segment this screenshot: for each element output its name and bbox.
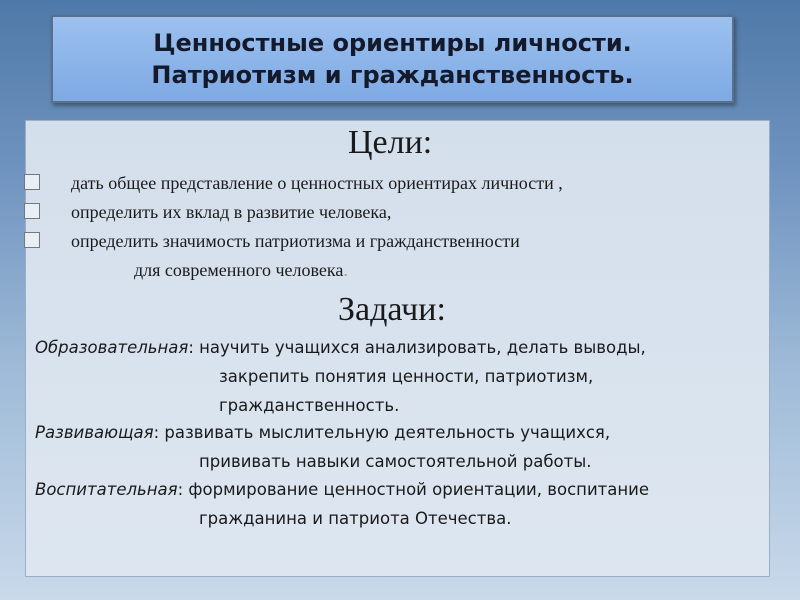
task-upbringing <box>35 480 649 499</box>
goal-item <box>71 202 391 223</box>
task-label: Воспитательная <box>35 480 178 499</box>
task-developing <box>35 423 610 442</box>
tasks-heading: Задачи: <box>338 291 446 328</box>
content-box <box>25 120 770 577</box>
task-text: прививать навыки самостоятельной работы. <box>199 452 592 471</box>
task-text: : формирование ценностной ориентации, воспитание <box>177 480 650 499</box>
task-text: : развивать мыслительную деятельность учащихся, <box>153 423 611 442</box>
bullet-icon <box>24 232 40 248</box>
goal-continuation <box>134 260 348 281</box>
task-educational <box>35 338 646 357</box>
task-text: : научить учащихся анализировать, делать выводы, <box>188 338 646 357</box>
title-box <box>51 15 734 103</box>
goal-item <box>71 231 520 252</box>
bullet-icon <box>24 174 40 190</box>
task-text: закрепить понятия ценности, патриотизм, <box>219 367 594 386</box>
title-line-2: Патриотизм и гражданственность. <box>151 61 634 89</box>
goal-text: определить их вклад в развитие человека, <box>71 202 392 222</box>
goals-heading: Цели: <box>348 124 433 161</box>
task-label: Развивающая <box>35 423 154 442</box>
goal-continuation-dot: . <box>343 260 348 280</box>
bullet-icon <box>24 203 40 219</box>
goal-text: определить значимость патриотизма и гражданственности <box>71 231 520 251</box>
goal-text: дать общее представление о ценностных ориентирах личности , <box>71 173 563 193</box>
goal-item <box>71 173 563 194</box>
title-line-1: Ценностные ориентиры личности. <box>153 29 632 57</box>
task-label: Образовательная <box>35 338 189 357</box>
goal-continuation-text: для современного человека <box>134 260 344 280</box>
task-text: гражданственность. <box>219 396 400 415</box>
task-text: гражданина и патриота Отечества. <box>199 509 512 528</box>
